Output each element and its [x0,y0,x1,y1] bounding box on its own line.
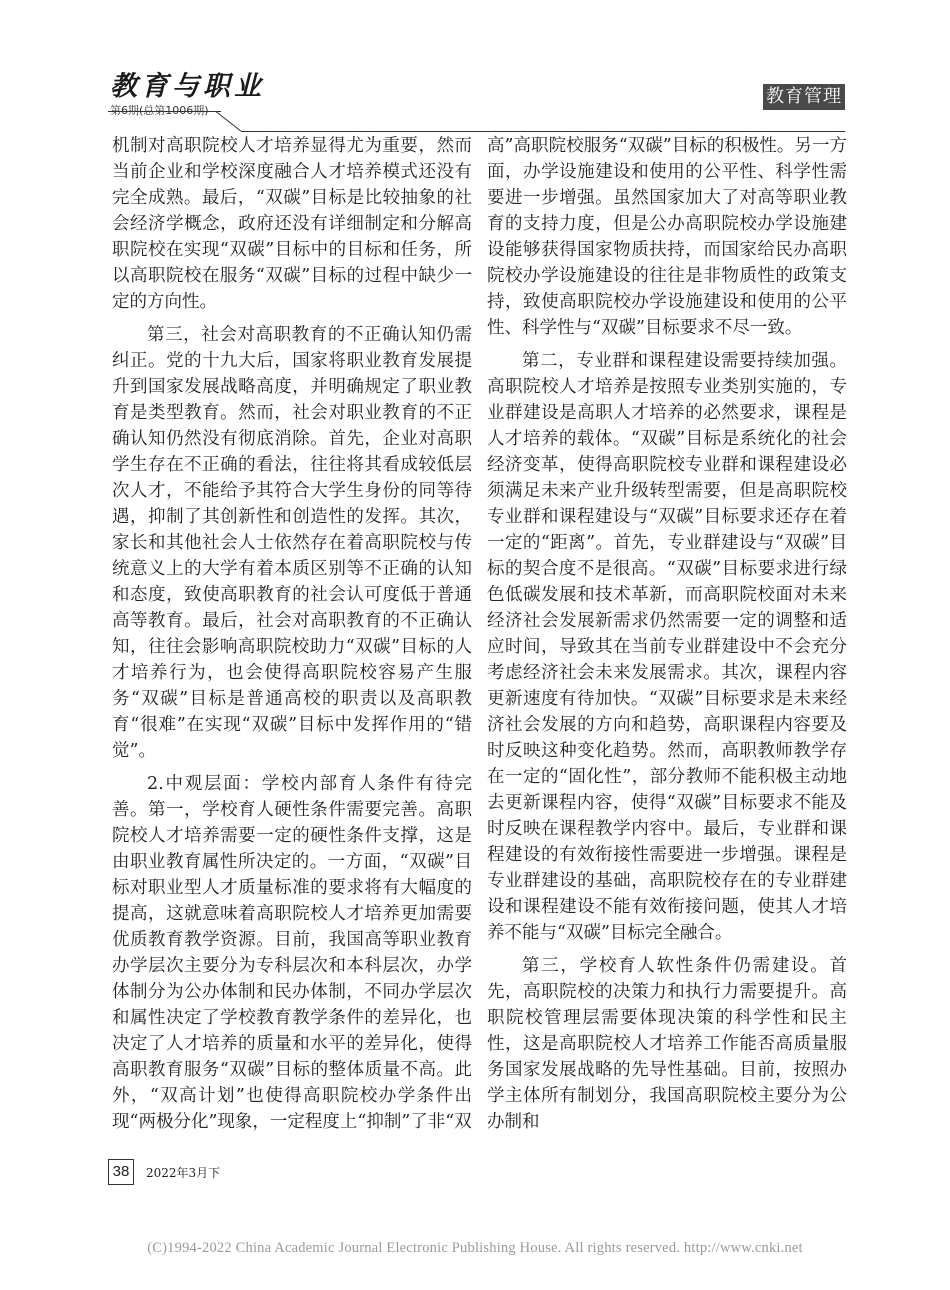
section-label: 教育管理 [763,84,845,110]
page-number: 38 [108,1159,134,1185]
header-rule-diagonal [215,111,241,131]
paragraph: 机制对高职院校人才培养显得尤为重要，然而当前企业和学校深度融合人才培养模式还没有完全成熟。最后，“双碳”目标是比较抽象的社会经济学概念，政府还没有详细制定和分解高职院校在实现“双碳”目标中的目标和任务，所以高职院校在服务“双碳”目标的过程中缺少一定的方向性。 [112,136,472,312]
footer-date: 2022年3月下 [146,1166,221,1180]
paragraph: 第三，学校育人软性条件仍需建设。首先，高职院校的决策力和执行力需要提升。高职院校管理层需要体现决策的科学性和民主性，这是高职院校人才培养工作能否高质量服务国家发展战略的先导性基础。目前，按照办学主体所有制划分，我国高职院校主要分为公办制和 [487,956,847,1132]
paragraph: 第三，社会对高职教育的不正确认知仍需纠正。党的十九大后，国家将职业教育发展提升到国家发展战略高度，并明确规定了职业教育是类型教育。然而，社会对职业教育的不正确认知仍然没有彻底消除。首先，企业对高职学生存在不正确的看法，往往将其看成较低层次人才，不能给予其符合大学生身份的同等待遇，抑制了其创新性和创造性的发挥。其次，家长和其他社会人士依然存在着高职院校与传统意义上的大学有着本质区别等不正确的认知和态度，致使高职教育的社会认可度低于普通高等教育。最后，社会对高职教育的不正确认知，往往会影响高职院校助力“双碳”目标的人才培养行为，也会使得高职院校容易产生服务“双碳”目标是普通高校的职责以及高职教育“很难”在实现“双碳”目标中发挥作用的“错觉”。 [112,325,472,761]
paragraph: 高”高职院校服务“双碳”目标的积极性。另一方面，办学设施建设和使用的公平性、科学性需要进一步增强。虽然国家加大了对高等职业教育的支持力度，但是公办高职院校办学设施建设能够获得国家物质扶持，而国家给民办高职院校办学设施建设的往往是非物质性的政策支持，致使高职院校办学设施建设和使用的公平性、科学性与“双碳”目标要求不尽一致。 [487,136,847,338]
page-header [0,0,950,130]
paragraph: 第二，专业群和课程建设需要持续加强。高职院校人才培养是按照专业类别实施的，专业群建设是高职人才培养的必然要求，课程是人才培养的载体。“双碳”目标是系统化的社会经济变革，使得高职院校专业群和课程建设必须满足未来产业升级转型需要，但是高职院校专业群和课程建设与“双碳”目标要求还存在着一定的“距离”。首先，专业群建设与“双碳”目标的契合度不是很高。“双碳”目标要求进行绿色低碳发展和技术革新，而高职院校面对未来经济社会发展新需求仍然需要一定的调整和适应时间，导致其在当前专业群建设中不会充分考虑经济社会未来发展需求。其次，课程内容更新速度有待加快。“双碳”目标要求是未来经济社会发展的方向和趋势，高职课程内容要及时反映这种变化趋势。然而，高职教师教学存在一定的“固化性”，部分教师不能积极主动地去更新课程内容，使得“双碳”目标要求不能及时反映在课程教学内容中。最后，专业群和课程建设的有效衔接性需要进一步增强。课程是专业群建设的基础，高职院校存在的专业群建设和课程建设不能有效衔接问题，使其人才培养不能与“双碳”目标完全融合。 [487,351,847,943]
issue-info: 第6期(总第1006期) [110,104,209,117]
journal-logo: 教育与职业 [110,71,265,102]
copyright-notice: (C)1994-2022 China Academic Journal Electronic Publishing House. All rights reserved. http://www.cnki.net [147,1240,803,1256]
paragraph: 2.中观层面：学校内部育人条件有待完善。第一，学校育人硬性条件需要完善。高职院校人才培养需要一定的硬性条件支撑，这是由职业教育属性所决定的。一方面，“双碳”目标对职业型人才质量标准的要求将有大幅度的提高，这就意味着高职院校人才培养更加需要优质教育教学资源。目前，我国高等职业教育办学层次主要分为专科层次和本科层次，办学体制分为公办体制和民办体制，不同办学层次和属性决定了学校教育教学条件的差异化，也决定了人才培养的质量和水平的差异化，使得高职教育服务“双碳”目标的整体质量不高。此外，“双高计划”也使得高职院校办学条件出现“两极分化”现象，一定程度上“抑制”了非“双 [112,774,472,1132]
left-column [112,133,472,1135]
right-column [487,133,847,1135]
header-rule-right [241,131,845,132]
header-rule-left [108,111,221,112]
